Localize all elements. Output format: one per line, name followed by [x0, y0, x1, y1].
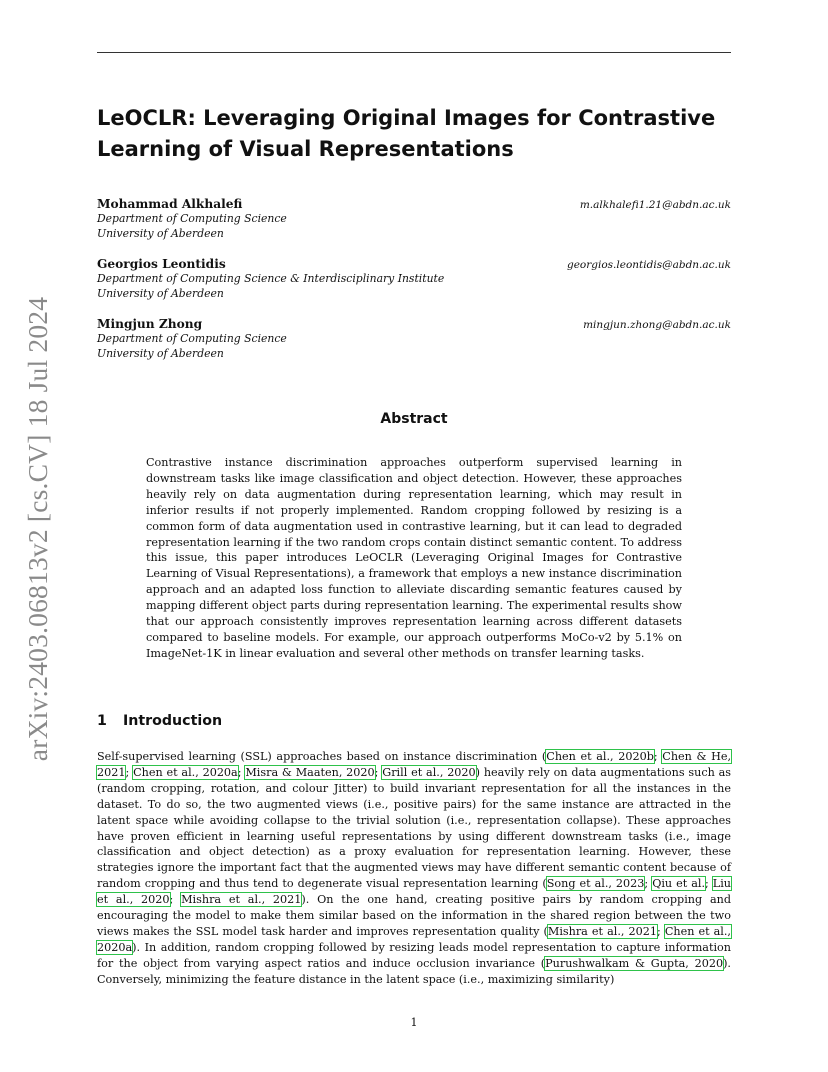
- arxiv-stamp-text: arXiv:2403.06813v2 [cs.CV] 18 Jul 2024: [22, 296, 53, 762]
- intro-text-segment: ;: [125, 765, 134, 779]
- author-block: [97, 197, 731, 241]
- citation-link[interactable]: Qiu et al.: [652, 877, 706, 891]
- author-email[interactable]: m.alkhalefi1.21@abdn.ac.uk: [579, 199, 731, 211]
- abstract-text: Contrastive instance discrimination approaches outperform supervised learning in downstream tasks like image classification and object detection. However, these approaches heavily rely on data augmentation during representation learning, which may result in inferior results if not properly implemented. Random cropping followed by resizing is a common form of data augmentation used in contrastive learning, but it can lead to degraded representation learning if the two random crops contain distinct semantic content. To address this issue, this paper introduces LeOCLR (Leveraging Original Images for Contrastive Learning of Visual Representations), a framework that employs a new instance discrimination approach and an adapted loss function to alleviate discarding semantic features caused by mapping different object parts during representation learning. The experimental results show that our approach consistently improves representation learning across different datasets compared to baseline models. For example, our approach outperforms MoCo-v2 by 5.1% on ImageNet-1K in linear evaluation and several other methods on transfer learning tasks.: [146, 456, 682, 660]
- intro-text-segment: ). On the one hand, creating positive pairs by random cropping and encouraging the model to make them similar based on the information in the shared region between the two views makes the SSL model task harder and improves representation quality (: [97, 893, 731, 938]
- author-university: University of Aberdeen: [97, 287, 224, 300]
- citation-link[interactable]: Purushwalkam & Gupta, 2020: [545, 956, 724, 970]
- author-row: [97, 317, 731, 331]
- author-email[interactable]: georgios.leontidis@abdn.ac.uk: [566, 259, 731, 271]
- citation-link[interactable]: Mishra et al., 2021: [547, 924, 657, 938]
- author-department: Department of Computing Science: [97, 332, 287, 345]
- intro-text-segment: ) heavily rely on data augmentations such as (random cropping, rotation, and colour Jitter) to build invariant representation for all the instances in the dataset. To do so, the two augmented views (i.e., positive pairs) for the same instance are attracted in the latent space while avoiding collapse to the trivial solution (i.e., representation collapse). These approaches have proven efficient in learning useful representations by using different downstream tasks (i.e., image classification and object detection) as a proxy evaluation for representation learning. However, these strategies ignore the important fact that the augmented views may have different semantic content because of random cropping and thus tend to degenerate visual representation learning (: [97, 765, 732, 891]
- citation-link[interactable]: Song et al., 2023: [546, 877, 645, 891]
- intro-text-segment: ;: [237, 765, 246, 779]
- citation-link[interactable]: Chen et al., 2020a: [97, 924, 731, 954]
- intro-text-segment: ;: [374, 765, 383, 779]
- citation-link[interactable]: Mishra et al., 2021: [181, 893, 302, 907]
- citation-link[interactable]: Liu et al., 2020: [97, 877, 732, 907]
- top-rule: [97, 52, 731, 53]
- section-number: 1: [97, 713, 107, 729]
- citation-link[interactable]: Chen et al., 2020b: [546, 750, 654, 763]
- intro-text-segment: Self-supervised learning (SSL) approaches based on instance discrimination (: [97, 750, 547, 763]
- author-name: Mohammad Alkhalefi: [97, 197, 243, 211]
- citation-link[interactable]: Chen et al., 2020a: [133, 765, 238, 779]
- page-number: 1: [410, 1016, 418, 1029]
- intro-text-segment: ;: [169, 893, 182, 907]
- section-title: Introduction: [123, 713, 223, 729]
- intro-text-segment: ;: [653, 750, 663, 763]
- intro-text-segment: ). Conversely, minimizing the feature distance in the latent space (i.e., maximizing similarity): [97, 956, 731, 986]
- intro-text-segment: ;: [705, 877, 713, 891]
- section-heading: [97, 713, 222, 729]
- author-university: University of Aberdeen: [97, 347, 224, 360]
- citation-link[interactable]: Grill et al., 2020: [382, 765, 476, 779]
- author-name: Mingjun Zhong: [97, 317, 203, 331]
- citation-link[interactable]: Misra & Maaten, 2020: [245, 765, 375, 779]
- author-row: [97, 257, 731, 271]
- author-name: Georgios Leontidis: [97, 257, 226, 271]
- arxiv-stamp: [16, 296, 60, 762]
- author-department: Department of Computing Science: [97, 212, 287, 225]
- author-block: [97, 317, 731, 361]
- intro-text-segment: ;: [656, 924, 665, 938]
- intro-text-segment: ). In addition, random cropping followed by resizing leads model representation to capture information for the object from varying aspect ratios and induce occlusion invariance (: [97, 940, 731, 970]
- author-department: Department of Computing Science & Interdisciplinary Institute: [97, 272, 445, 285]
- citation-link[interactable]: Chen & He, 2021: [97, 750, 732, 779]
- author-email[interactable]: mingjun.zhong@abdn.ac.uk: [583, 319, 731, 331]
- author-block: [97, 257, 731, 301]
- introduction-text: [97, 749, 731, 988]
- author-row: [97, 197, 731, 211]
- author-university: University of Aberdeen: [97, 227, 224, 240]
- abstract-heading: Abstract: [380, 411, 448, 427]
- intro-text-segment: ;: [644, 877, 653, 891]
- paper-title: LeOCLR: Leveraging Original Images for Contrastive Learning of Visual Representations: [97, 106, 716, 161]
